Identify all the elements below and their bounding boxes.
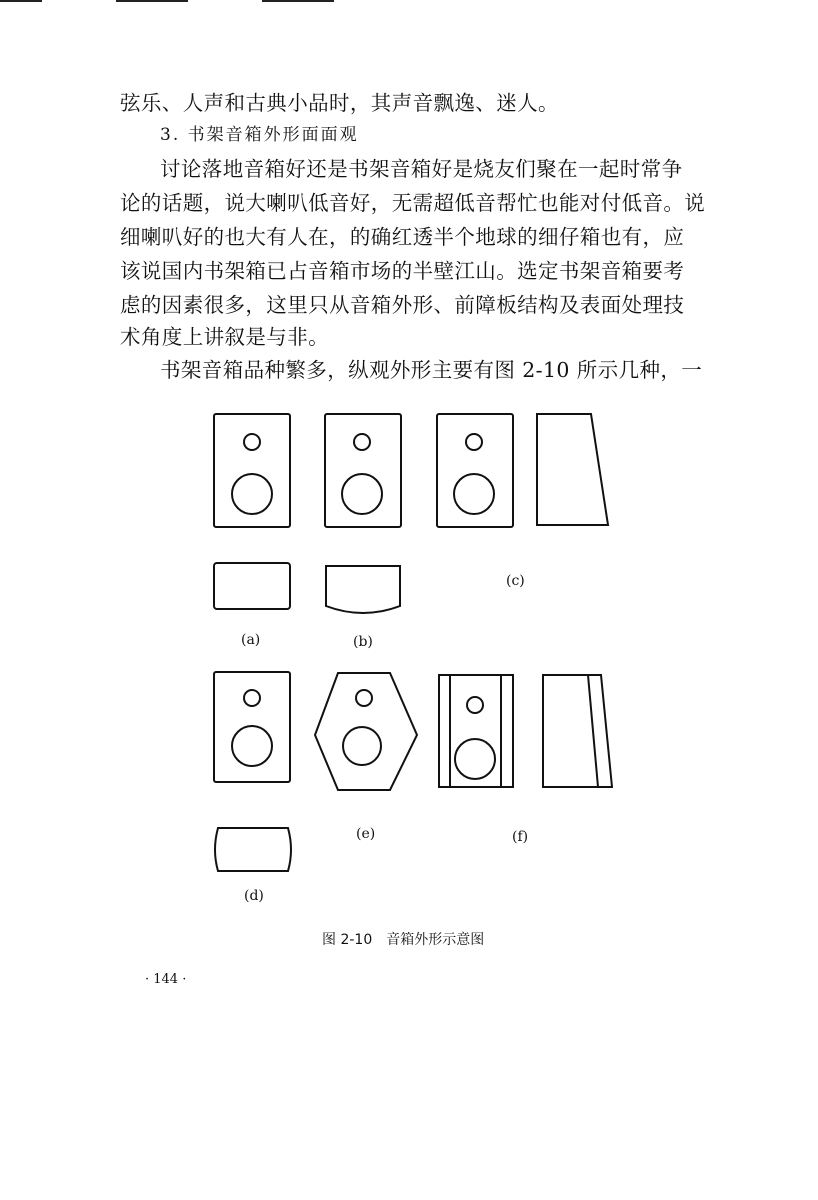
- figure-label-e: (e): [356, 826, 376, 842]
- figure-c-sloped-side-view: [537, 414, 608, 525]
- section-heading: 3. 书架音箱外形面面观: [160, 125, 359, 145]
- figure-e-hexagon-front-view: [315, 673, 417, 790]
- figure-d-rounded-top-view: [215, 828, 291, 871]
- body-line-7: 术角度上讲叙是与非。: [120, 325, 329, 349]
- figure-caption: 图 2-10 音箱外形示意图: [322, 932, 485, 948]
- figure-c-front-view: [437, 414, 513, 527]
- page-number: · 144 ·: [145, 972, 187, 987]
- body-line-3: 论的话题，说大喇叭低音好，无需超低音帮忙也能对付低音。说: [120, 191, 706, 215]
- body-line-8: 书架音箱品种繁多，纵观外形主要有图 2-10 所示几种，一: [160, 358, 703, 382]
- figure-f-front-view: [439, 675, 513, 787]
- figure-label-f: (f): [512, 829, 529, 845]
- figure-d-front-view: [214, 672, 290, 782]
- body-line-2: 讨论落地音箱好还是书架音箱好是烧友们聚在一起时常争: [160, 157, 683, 181]
- figure-b-front-view: [325, 414, 401, 527]
- body-line-1: 弦乐、人声和古典小品时，其声音飘逸、迷人。: [120, 91, 559, 115]
- figure-f-sloped-side-view: [543, 675, 612, 787]
- figure-label-b: (b): [353, 634, 373, 650]
- figure-label-d: (d): [244, 888, 264, 904]
- body-line-5: 该说国内书架箱已占音箱市场的半壁江山。选定书架音箱要考: [120, 259, 685, 283]
- figure-b-curved-top-view: [326, 566, 400, 613]
- figure-a-top-view: [214, 563, 290, 609]
- body-line-6: 虑的因素很多，这里只从音箱外形、前障板结构及表面处理技: [120, 293, 685, 317]
- figure-a-front-view: [214, 414, 290, 527]
- body-line-4: 细喇叭好的也大有人在，的确红透半个地球的细仔箱也有，应: [120, 225, 685, 249]
- figure-label-a: (a): [241, 632, 261, 648]
- figure-label-c: (c): [506, 573, 525, 589]
